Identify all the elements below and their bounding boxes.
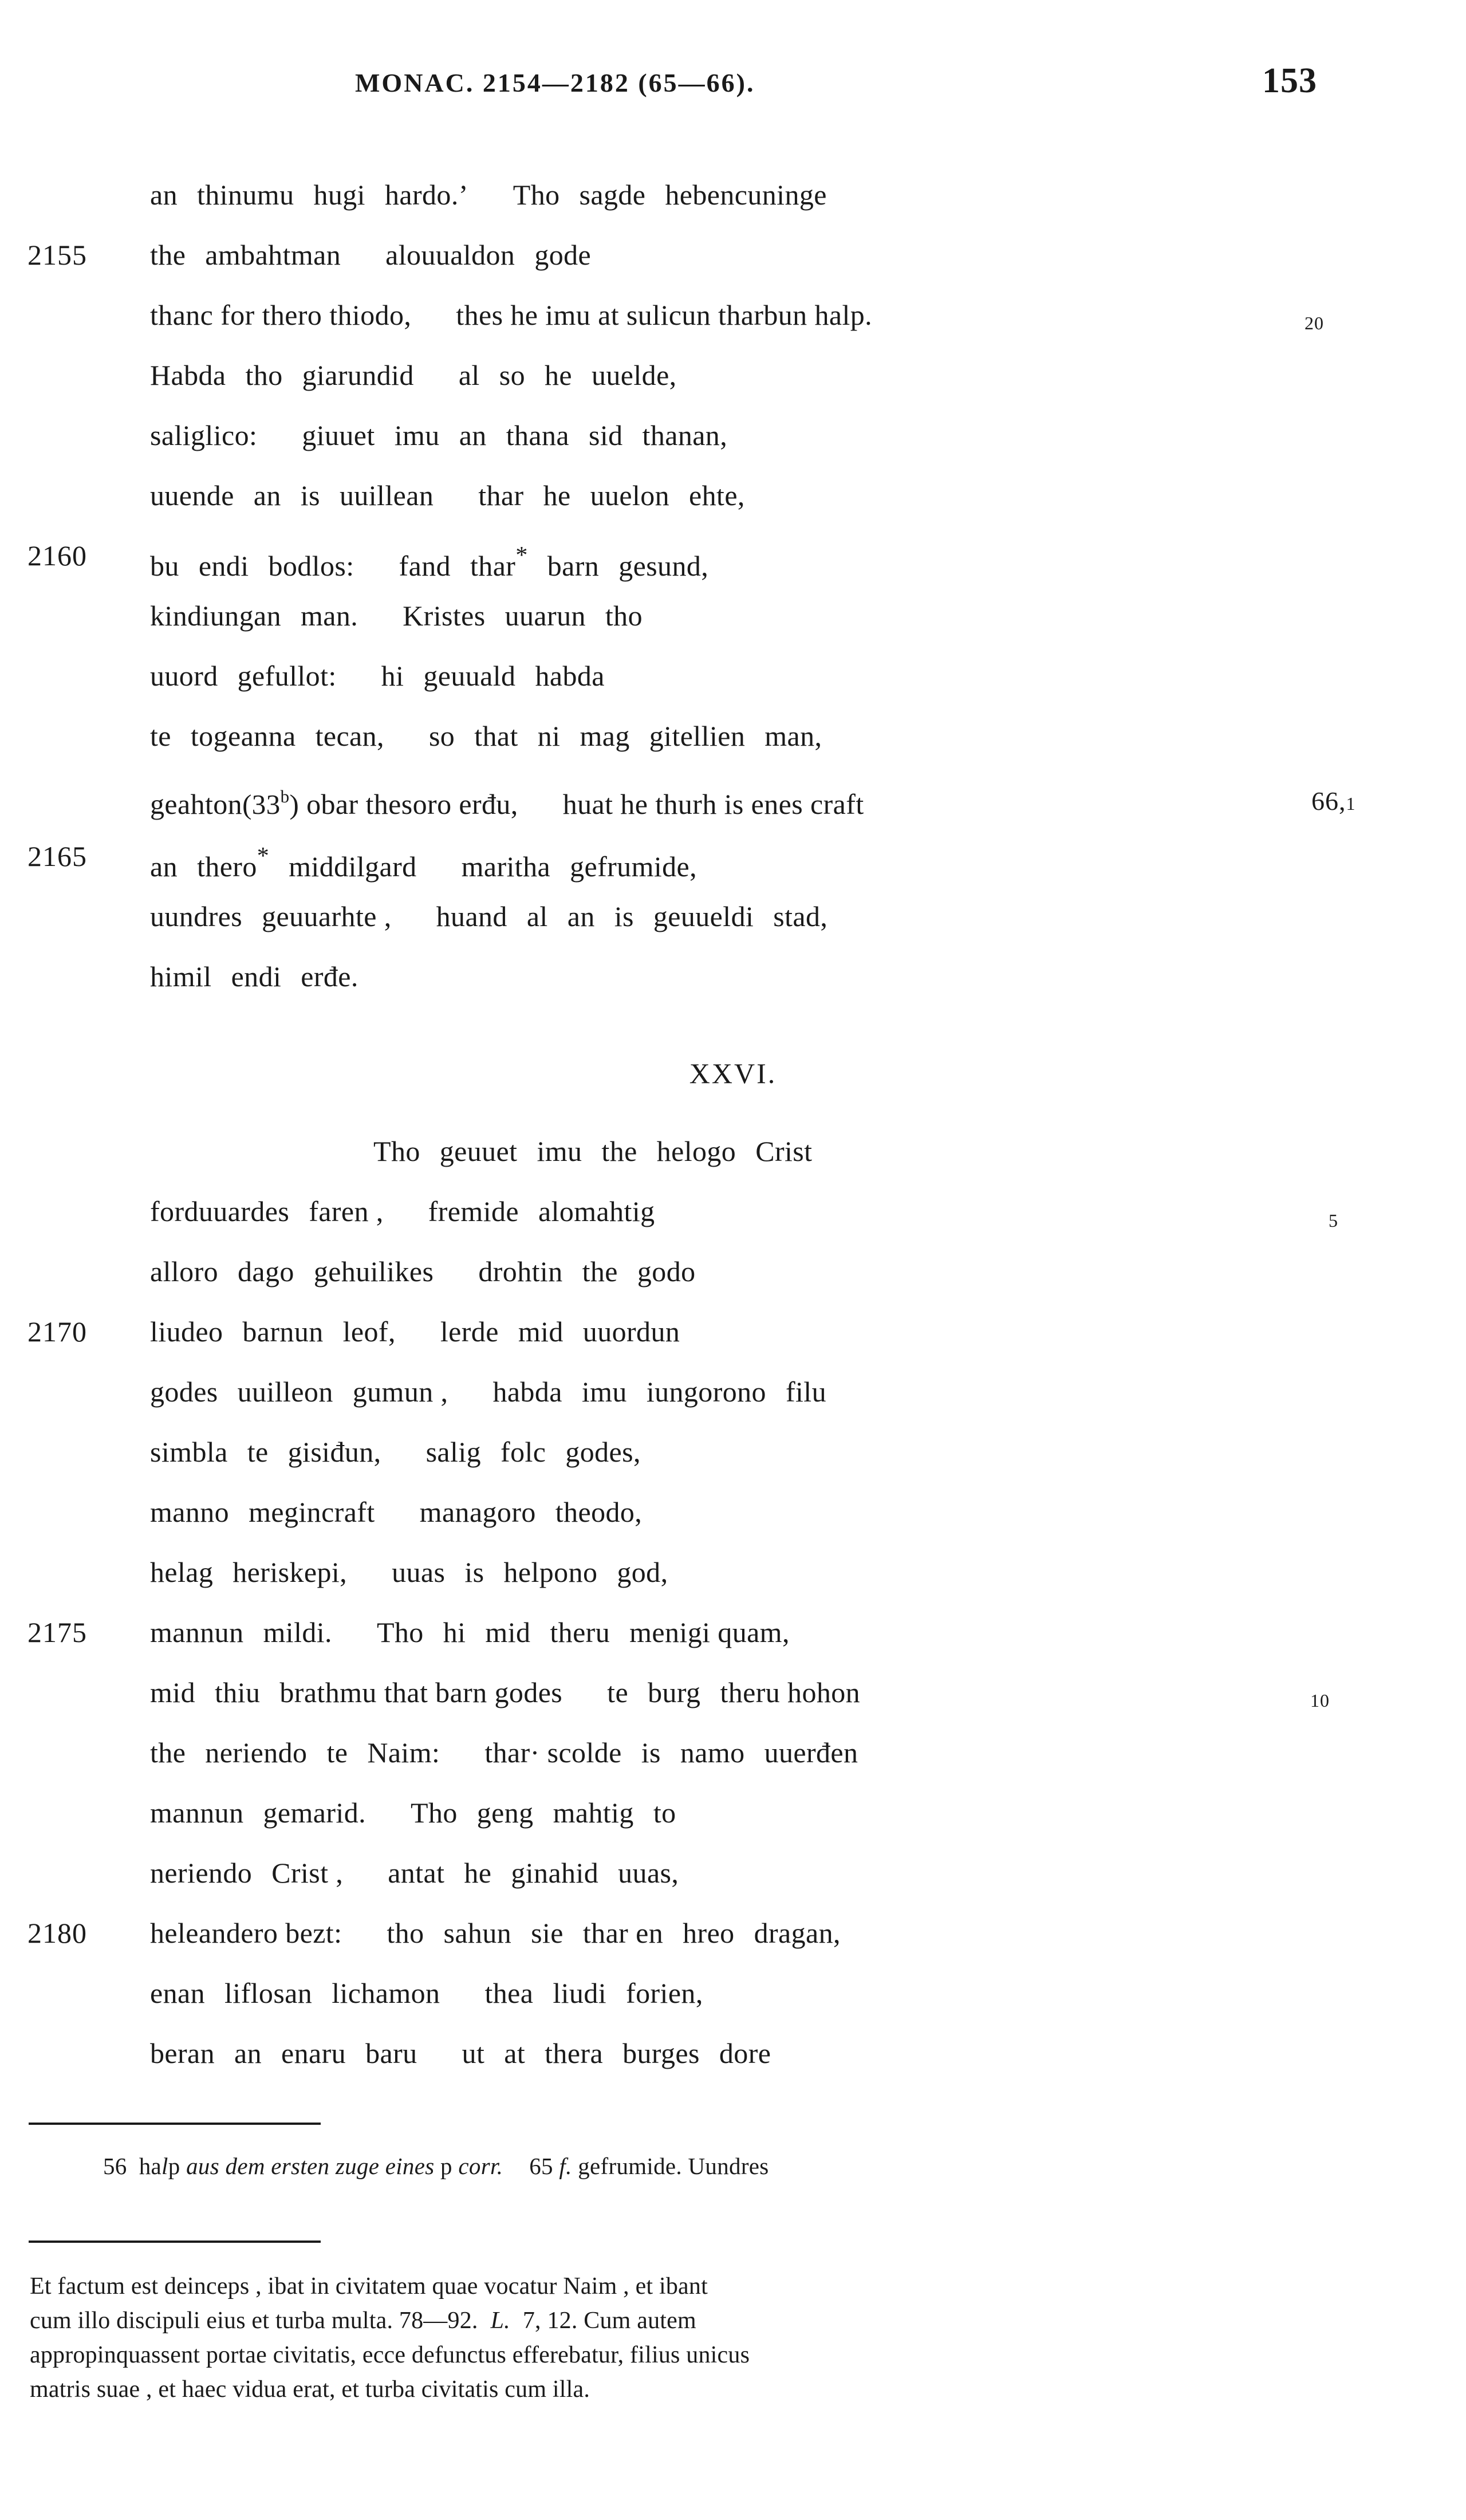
marginal-verse-number: 5 [1329, 1210, 1338, 1231]
verse-number: 2175 [27, 1616, 87, 1648]
verse-line [0, 1843, 1466, 1903]
verse-line [0, 1422, 1466, 1482]
marginal-verse-number: 20 [1305, 313, 1324, 333]
apparatus-note-german: aus dem ersten zuge eines [186, 2153, 435, 2179]
verse-line [0, 285, 1466, 345]
verse-text: the ambahtman alouualdon gode [150, 239, 592, 271]
verse-text: the neriendo te Naim: thar· scolde is namo uuerđen [150, 1737, 858, 1769]
verse-line [0, 526, 1466, 586]
apparatus-lemma-p: p [168, 2153, 180, 2179]
verse-text: saliglico: giuuet imu an thana sid thanan, [150, 419, 728, 451]
verse-line [0, 466, 1466, 526]
verse-line [0, 1783, 1466, 1843]
verse-text: thanc for thero thiodo, thes he imu at sulicun tharbun halp. [150, 299, 873, 331]
verse-line [0, 1542, 1466, 1602]
verse-line [0, 826, 1466, 887]
verse-text: uuord gefullot: hi geuuald habda [150, 660, 605, 692]
verse-text: uundres geuuarhte , huand al an is geuueldi stad, [150, 900, 828, 932]
apparatus-lemma-l: l [161, 2153, 168, 2179]
verse-text: te togeanna tecan, so that ni mag gitellien man, [150, 720, 822, 752]
verse-text: alloro dago gehuilikes drohtin the godo [150, 1255, 696, 1287]
latin-line-1: Et factum est deinceps , ibat in civitatem quae vocatur Naim , et ibant [30, 2273, 708, 2300]
chapter-heading: XXVI. [689, 1057, 777, 1089]
verse-text: geahton(33$^b$) obar thesoro erđu, huat he thurh is enes craft [150, 786, 864, 820]
verse-text: bu endi bodlos: fand thar* barn gesund, [150, 542, 709, 582]
verse-text: Tho geuuet imu the helogo Crist [373, 1135, 813, 1167]
verse-text: mannun mildi. Tho hi mid theru menigi quam, [150, 1616, 790, 1648]
apparatus-gefrumide: gefrumide. Uundres [578, 2153, 769, 2179]
verse-line [0, 646, 1466, 706]
apparatus-p-roman: p [440, 2153, 452, 2179]
verse-block-second [0, 1121, 1466, 2084]
verse-number: 2180 [27, 1917, 87, 1949]
critical-apparatus [103, 2152, 769, 2180]
verse-text: an thinumu hugi hardo.’ Tho sagde hebencuninge [150, 179, 827, 211]
latin-line-2 [30, 2304, 1347, 2338]
verse-line [0, 1482, 1466, 1542]
verse-line [0, 1903, 1466, 1963]
verse-text: neriendo Crist , antat he ginahid uuas, [150, 1857, 679, 1889]
verse-text: liudeo barnun leof, lerde mid uuordun [150, 1316, 680, 1348]
running-head-title: MONAC. 2154—2182 (65—66). [355, 68, 755, 97]
verse-text: Habda tho giarundid al so he uuelde, [150, 359, 677, 391]
running-head [0, 61, 1466, 108]
verse-line [0, 1663, 1466, 1723]
verse-text: mannun gemarid. Tho geng mahtig to [150, 1797, 676, 1829]
verse-text: beran an enaru baru ut at thera burges dore [150, 2037, 771, 2069]
verse-line [0, 1302, 1466, 1362]
latin-line-2a: cum illo discipuli eius et turba multa. 78—92. [30, 2308, 478, 2334]
verse-text: himil endi erđe. [150, 960, 358, 993]
verse-line [0, 766, 1466, 826]
verse-number: 2170 [27, 1316, 87, 1348]
verse-line [0, 2023, 1466, 2084]
verse-text: enan liflosan lichamon thea liudi forien, [150, 1977, 703, 2009]
verse-text: an thero* middilgard maritha gefrumide, [150, 843, 697, 883]
verse-line [0, 1121, 1466, 1182]
verse-line [0, 1182, 1466, 1242]
verse-number: 2165 [27, 840, 87, 872]
footnote-rule-upper [29, 2123, 321, 2125]
verse-text: kindiungan man. Kristes uuarun tho [150, 600, 643, 632]
verse-line [0, 1963, 1466, 2023]
verse-line [0, 1362, 1466, 1422]
apparatus-f: f. [559, 2153, 572, 2179]
verse-line [0, 165, 1466, 225]
verse-number: 2160 [27, 540, 87, 572]
verse-block-first [0, 165, 1466, 1007]
verse-text: forduuardes faren , fremide alomahtig [150, 1195, 655, 1227]
verse-line [0, 1602, 1466, 1663]
verse-number: 2155 [27, 239, 87, 271]
verse-text: uuende an is uuillean thar he uuelon ehte, [150, 479, 745, 511]
verse-line [0, 586, 1466, 646]
latin-line-4: matris suae , et haec vidua erat, et turba civitatis cum illa. [30, 2376, 590, 2403]
verse-line [0, 887, 1466, 947]
footnote-rule-lower [29, 2241, 321, 2243]
verse-line [0, 345, 1466, 405]
latin-line-3: appropinquassent portae civitatis, ecce defunctus efferebatur, filius unicus [30, 2342, 750, 2368]
latin-line-2b: 7, 12. Cum autem [522, 2308, 696, 2334]
verse-line [0, 1242, 1466, 1302]
verse-line [0, 1723, 1466, 1783]
verse-line [0, 947, 1466, 1007]
verse-line [0, 225, 1466, 285]
verse-text: manno megincraft managoro theodo, [150, 1496, 643, 1528]
latin-gospel-sigil: L. [490, 2308, 510, 2334]
verse-text: godes uuilleon gumun , habda imu iungorono filu [150, 1376, 827, 1408]
apparatus-ref-65: 65 [529, 2153, 553, 2179]
apparatus-lemma-ha: ha [139, 2153, 162, 2179]
apparatus-ref-56: 56 [103, 2153, 127, 2179]
apparatus-corr: corr. [458, 2153, 503, 2179]
verse-text: simbla te gisiđun, salig folc godes, [150, 1436, 641, 1468]
marginal-verse-number: 10 [1310, 1690, 1330, 1711]
page-number: 153 [1262, 61, 1317, 100]
marginal-verse-number: 66,1 [1311, 786, 1356, 816]
verse-text: heleandero bezt: tho sahun sie thar en hreo dragan, [150, 1917, 841, 1949]
verse-line [0, 405, 1466, 466]
latin-source-quotation [30, 2269, 1347, 2407]
verse-line [0, 706, 1466, 766]
verse-text: helag heriskepi, uuas is helpono god, [150, 1556, 668, 1588]
verse-text: mid thiu brathmu that barn godes te burg theru hohon [150, 1676, 861, 1708]
